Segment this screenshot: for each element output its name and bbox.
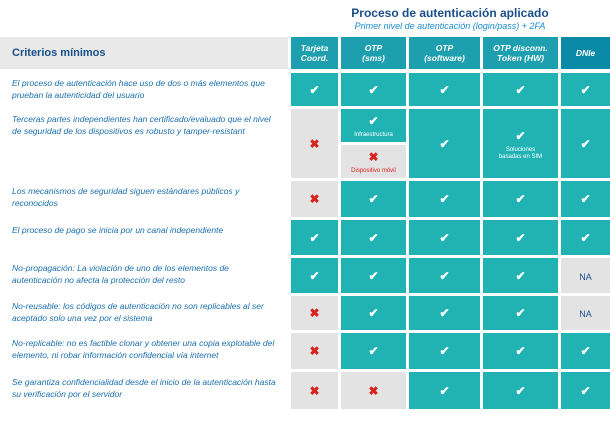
check-icon: ✔ xyxy=(439,383,450,398)
status-cell xyxy=(338,220,406,258)
check-icon: ✔ xyxy=(368,114,379,128)
table-row xyxy=(0,333,610,372)
check-icon: ✔ xyxy=(439,192,450,206)
status-cell xyxy=(406,73,480,109)
table-row xyxy=(0,220,610,258)
criterion-text: El proceso de pago se inicia por un canal independiente xyxy=(0,220,288,258)
table-row xyxy=(0,372,610,412)
status-cell xyxy=(406,333,480,372)
criteria-header: Criterios mínimos xyxy=(0,37,288,73)
check-icon: ✔ xyxy=(515,192,526,206)
check-icon: ✔ xyxy=(580,230,591,245)
status-cell xyxy=(406,220,480,258)
mobile-device-note: Dispositivo móvil xyxy=(351,168,396,174)
table-header-row xyxy=(0,37,610,73)
status-cell xyxy=(406,258,480,296)
check-icon: ✔ xyxy=(309,82,320,97)
status-cell xyxy=(558,296,610,333)
cross-icon: ✖ xyxy=(368,383,379,398)
column-header-line2: (software) xyxy=(424,53,465,63)
status-cell xyxy=(480,372,558,412)
status-cell xyxy=(288,220,338,258)
status-cell xyxy=(338,258,406,296)
table-row xyxy=(0,296,610,333)
sim-solutions-note-line2: basadas en SIM xyxy=(498,153,543,160)
infrastructure-note: Infraestructura xyxy=(354,132,393,138)
check-icon: ✔ xyxy=(580,136,591,151)
cross-icon: ✖ xyxy=(309,383,320,398)
split-cell xyxy=(341,109,406,178)
criterion-text: Se garantiza confidencialidad desde el inicio de la autenticación hasta su verificación por el servidor xyxy=(0,372,288,412)
status-cell-split xyxy=(338,109,406,181)
column-header-dnie xyxy=(558,37,610,73)
status-cell xyxy=(338,333,406,372)
check-icon: ✔ xyxy=(309,268,320,283)
column-header-line1: OTP disconn. xyxy=(493,43,548,53)
check-icon: ✔ xyxy=(309,230,320,245)
criterion-text: Los mecanismos de seguridad siguen estándares públicos y reconocidos xyxy=(0,181,288,220)
status-cell xyxy=(406,109,480,181)
status-cell xyxy=(338,372,406,412)
sms-infrastructure-cell xyxy=(341,109,406,144)
check-icon: ✔ xyxy=(368,344,379,358)
check-icon: ✔ xyxy=(515,383,526,398)
status-cell xyxy=(288,258,338,296)
status-cell xyxy=(480,109,558,181)
status-cell xyxy=(480,181,558,220)
status-cell xyxy=(288,372,338,412)
cross-icon: ✖ xyxy=(368,150,379,164)
check-icon: ✔ xyxy=(580,383,591,398)
table-row xyxy=(0,181,610,220)
status-cell xyxy=(406,181,480,220)
column-header-line2: Coord. xyxy=(300,53,329,63)
check-icon: ✔ xyxy=(439,82,450,97)
status-cell xyxy=(288,73,338,109)
cross-icon: ✖ xyxy=(309,192,320,206)
status-cell xyxy=(288,109,338,181)
status-cell xyxy=(558,333,610,372)
status-cell xyxy=(558,372,610,412)
check-icon: ✔ xyxy=(515,128,526,143)
status-cell xyxy=(558,181,610,220)
sms-mobile-device-cell xyxy=(341,144,406,179)
not-applicable-label: NA xyxy=(579,309,592,319)
column-header-tarjeta xyxy=(288,37,338,73)
check-icon: ✔ xyxy=(439,268,450,283)
check-icon: ✔ xyxy=(368,230,379,245)
status-cell xyxy=(338,296,406,333)
status-cell xyxy=(480,296,558,333)
check-icon: ✔ xyxy=(368,192,379,206)
status-cell xyxy=(558,258,610,296)
table-row xyxy=(0,109,610,181)
column-header-line1: DNIe xyxy=(575,48,596,58)
status-cell xyxy=(480,220,558,258)
process-title: Proceso de autenticación aplicado xyxy=(351,6,549,20)
column-header-otp-software xyxy=(406,37,480,73)
criteria-table xyxy=(0,37,610,412)
not-applicable-label: NA xyxy=(579,271,592,282)
sim-solutions-note-line1: Soluciones xyxy=(505,146,536,153)
column-header-otp-token xyxy=(480,37,558,73)
check-icon: ✔ xyxy=(580,344,591,358)
check-icon: ✔ xyxy=(580,82,591,97)
cross-icon: ✖ xyxy=(309,344,320,358)
check-icon: ✔ xyxy=(515,306,526,320)
cross-icon: ✖ xyxy=(309,136,320,151)
criterion-text: Terceras partes independientes han certificado/evaluado que el nivel de seguridad de los dispositivos es robusto y tamper-resistant xyxy=(0,109,288,181)
check-icon: ✔ xyxy=(368,82,379,97)
check-icon: ✔ xyxy=(439,136,450,151)
column-header-line2: Token (HW) xyxy=(497,53,544,63)
status-cell xyxy=(288,181,338,220)
status-cell xyxy=(558,220,610,258)
criterion-text: El proceso de autenticación hace uso de dos o más elementos que prueban la autenticidad del usuario xyxy=(0,73,288,109)
check-icon: ✔ xyxy=(439,344,450,358)
check-icon: ✔ xyxy=(515,344,526,358)
status-cell xyxy=(406,372,480,412)
column-header-line1: Tarjeta xyxy=(300,43,329,53)
check-icon: ✔ xyxy=(515,268,526,283)
status-cell xyxy=(288,296,338,333)
status-cell xyxy=(338,73,406,109)
check-icon: ✔ xyxy=(515,82,526,97)
status-cell xyxy=(480,333,558,372)
criterion-text: No-reusable: los códigos de autenticación no son replicables al ser aceptado solo una vez por el sistema xyxy=(0,296,288,333)
criterion-text: No-replicable: no es factible clonar y obtener una copia explotable del elemento, ni robar información confidencial vía internet xyxy=(0,333,288,372)
table-row xyxy=(0,258,610,296)
check-icon: ✔ xyxy=(515,230,526,245)
criterion-text: No-propagación: La violación de uno de los elementos de autenticación no afecta la protección del resto xyxy=(0,258,288,296)
check-icon: ✔ xyxy=(368,268,379,283)
status-cell xyxy=(480,258,558,296)
status-cell xyxy=(288,333,338,372)
column-header-line1: OTP xyxy=(435,43,454,53)
status-cell xyxy=(406,296,480,333)
cross-icon: ✖ xyxy=(309,306,320,320)
column-header-otp-sms xyxy=(338,37,406,73)
status-cell xyxy=(480,73,558,109)
status-cell xyxy=(558,73,610,109)
table-row xyxy=(0,73,610,109)
column-header-line1: OTP xyxy=(364,43,383,53)
check-icon: ✔ xyxy=(439,306,450,320)
check-icon: ✔ xyxy=(580,192,591,206)
process-subtitle: Primer nivel de autenticación (login/pass) + 2FA xyxy=(354,21,546,31)
status-cell xyxy=(338,181,406,220)
check-icon: ✔ xyxy=(368,306,379,320)
column-header-line2: (sms) xyxy=(362,53,385,63)
check-icon: ✔ xyxy=(439,230,450,245)
status-cell xyxy=(558,109,610,181)
